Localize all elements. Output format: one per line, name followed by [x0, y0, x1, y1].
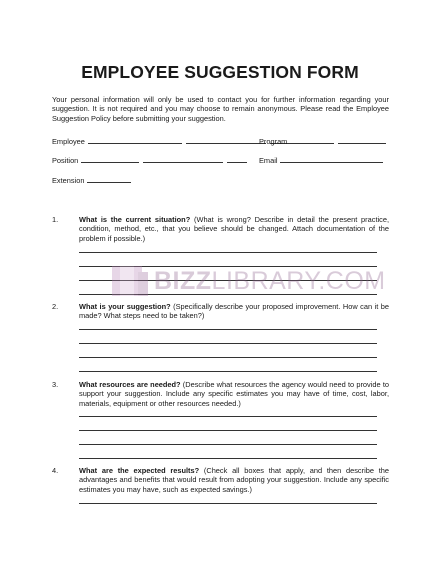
employee-label: Employee	[52, 137, 85, 146]
question-1-text	[79, 215, 389, 243]
email-line	[280, 155, 383, 163]
intro-paragraph: Your personal information will only be used to contact you for further information regarding your suggestion. It is not required and you may choose to remain anonymous. Please read the Employee Suggestion Policy before submitting your suggestion.	[52, 95, 389, 123]
answer-2-line-3[interactable]	[79, 357, 377, 358]
bizzlibrary-logo-icon	[112, 264, 150, 298]
question-3-heading: What resources are needed?	[79, 380, 181, 389]
position-line-1	[81, 155, 139, 163]
question-1-number: 1.	[52, 215, 59, 224]
answer-4-line-1[interactable]	[79, 503, 377, 504]
position-line-3	[227, 155, 247, 163]
answer-1-line-1[interactable]	[79, 252, 377, 253]
program-line-2	[338, 136, 386, 144]
watermark	[112, 262, 386, 300]
question-1-heading: What is the current situation?	[79, 215, 191, 224]
answer-3-line-1[interactable]	[79, 416, 377, 417]
form-title: EMPLOYEE SUGGESTION FORM	[81, 62, 359, 82]
question-2-heading: What is your suggestion?	[79, 302, 171, 311]
question-2-body: (Specifically describe your proposed improvement. How can it be made? What steps need to be taken?)	[79, 302, 389, 321]
extension-field[interactable]	[52, 175, 135, 185]
email-field[interactable]	[259, 155, 387, 165]
program-field[interactable]	[259, 136, 390, 146]
program-line-1	[290, 136, 334, 144]
employee-line-2	[186, 136, 266, 144]
answer-3-line-3[interactable]	[79, 444, 377, 445]
position-field[interactable]	[52, 155, 251, 165]
question-1-body: (What is wrong? Describe in detail the present practice, condition, method, etc., that you believe should be changed. Attach documentation of the problem if possible.)	[79, 215, 389, 243]
question-2-number: 2.	[52, 302, 59, 311]
answer-3-line-2[interactable]	[79, 430, 377, 431]
extension-line	[87, 175, 131, 183]
answer-3-line-4[interactable]	[79, 458, 377, 459]
question-4-heading: What are the expected results?	[79, 466, 200, 475]
extension-label: Extension	[52, 176, 85, 185]
question-4-text	[79, 466, 389, 494]
question-2-text	[79, 302, 389, 321]
watermark-bizz: BIZZ	[154, 267, 212, 295]
employee-line-1	[88, 136, 182, 144]
position-label: Position	[52, 156, 79, 165]
question-4-body: (Check all boxes that apply, and then describe the advantages and benefits that would result from adopting your suggestion. Include any specific estimates you may have, such as expected savings.)	[79, 466, 389, 494]
question-3-body: (Describe what resources the agency would need to provide to support your suggestion. Include any specific estimates you may have of time, cost, labor, materials, equipment or other resources needed.)	[79, 380, 389, 408]
question-4-number: 4.	[52, 466, 59, 475]
question-3-text	[79, 380, 389, 408]
answer-2-line-4[interactable]	[79, 371, 377, 372]
email-label: Email	[259, 156, 278, 165]
employee-field[interactable]	[52, 136, 294, 146]
answer-2-line-1[interactable]	[79, 329, 377, 330]
answer-2-line-2[interactable]	[79, 343, 377, 344]
watermark-text	[154, 264, 386, 298]
program-label: Program	[259, 137, 288, 146]
question-3-number: 3.	[52, 380, 59, 389]
position-line-2	[143, 155, 223, 163]
watermark-library: LIBRARY.COM	[211, 267, 386, 295]
